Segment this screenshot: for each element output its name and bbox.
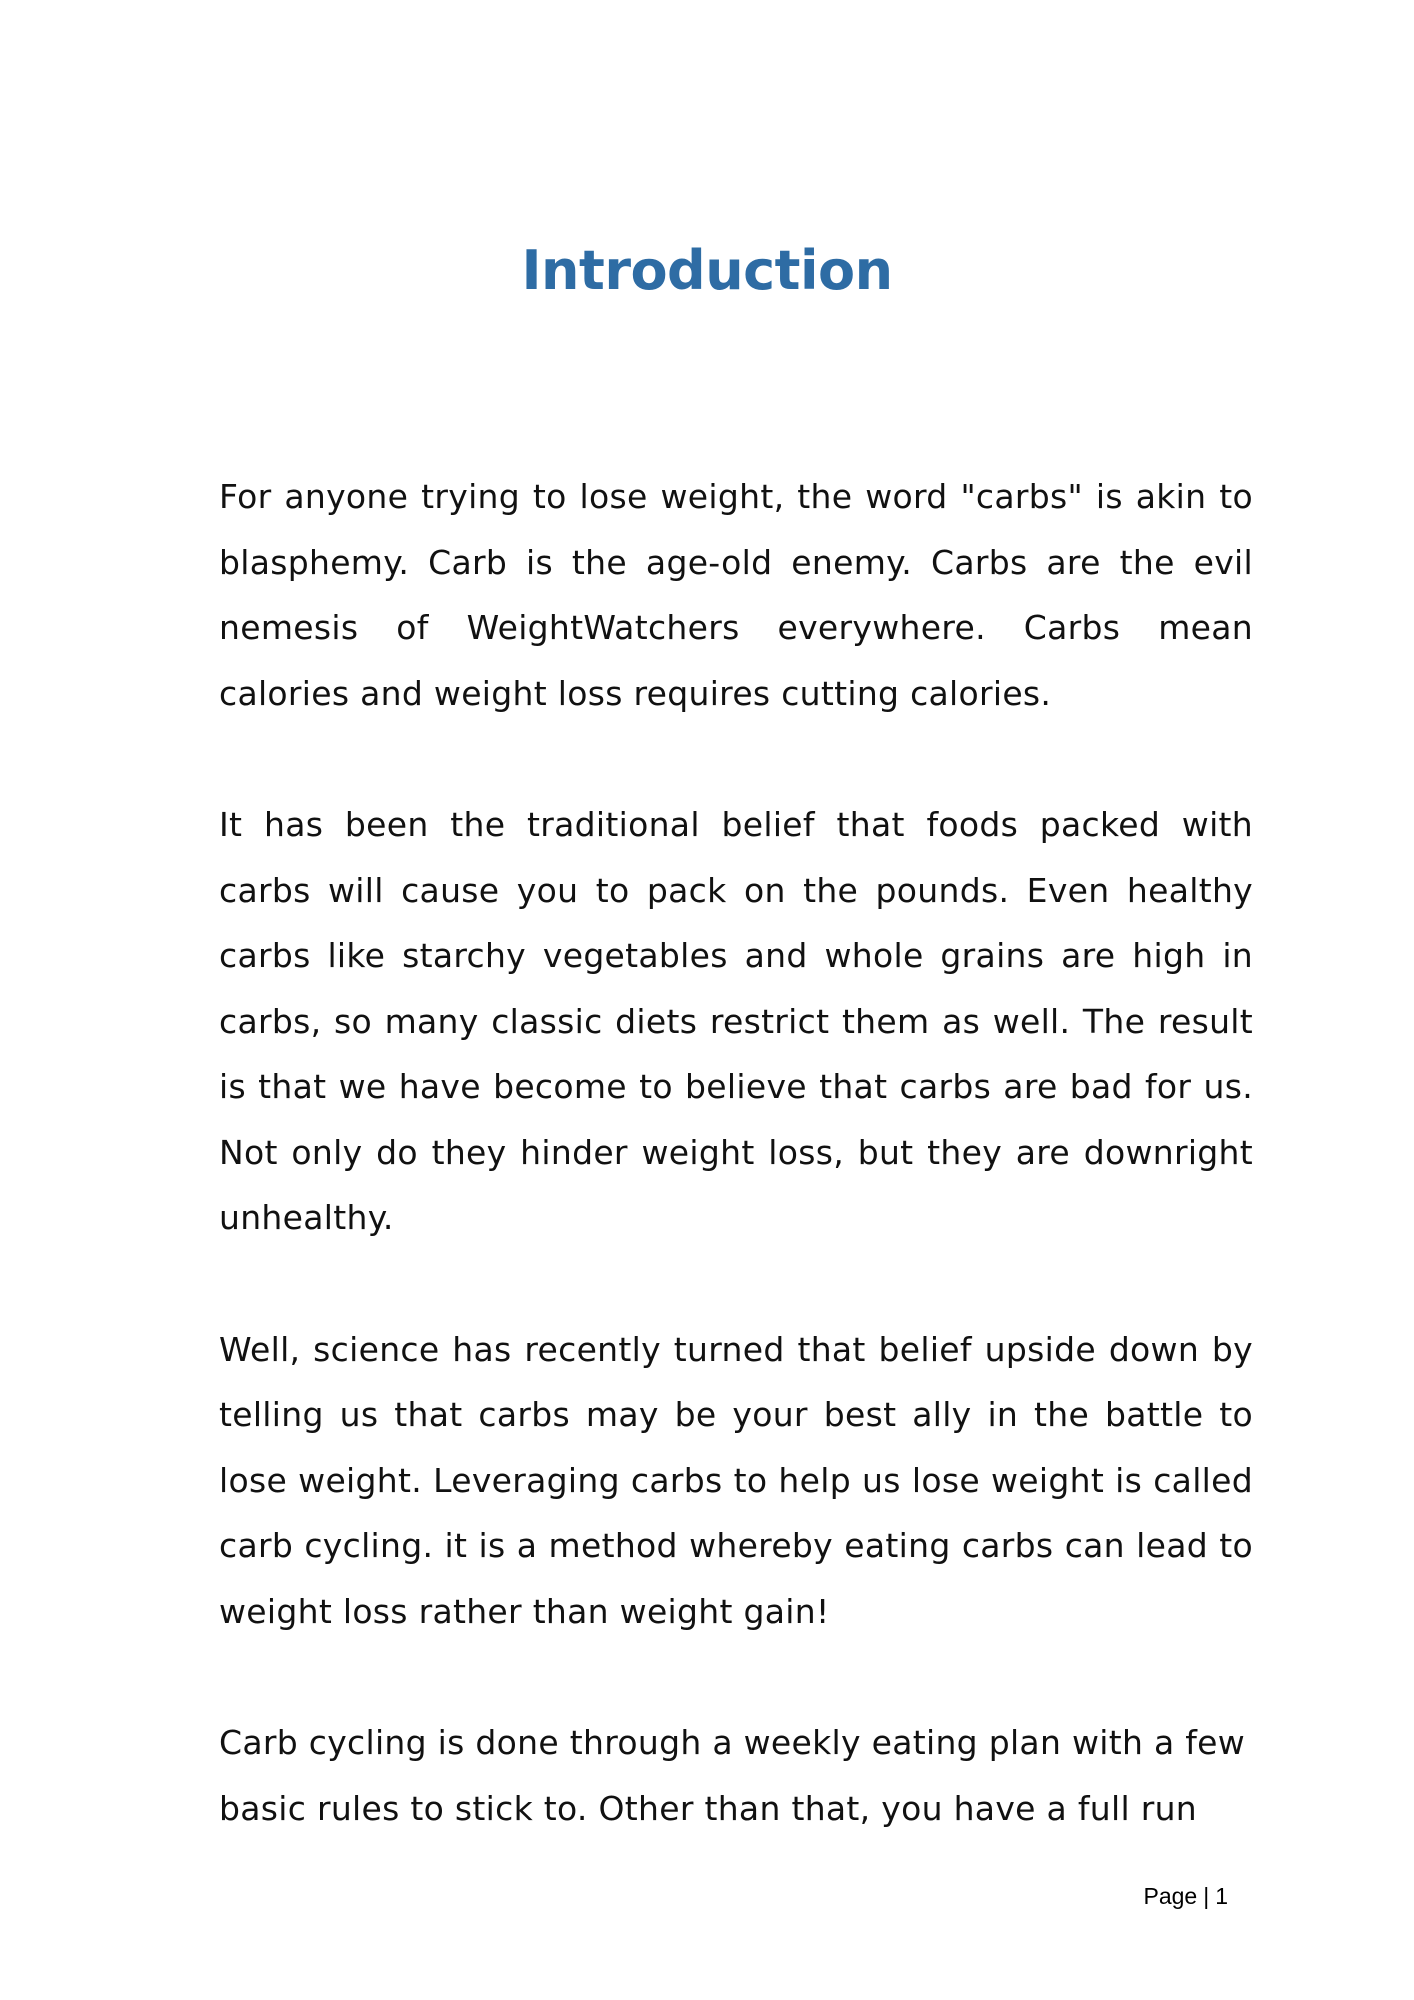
paragraph-1: For anyone trying to lose weight, the word "carbs" is akin to blasphemy. Carb is the age-old enemy. Carbs are the evil nemesis of WeightWatchers everywhere. Carbs mean calories and weight loss requires cutting calories. xyxy=(219,477,1253,713)
paragraph-3: Well, science has recently turned that belief upside down by telling us that carbs may be your best ally in the battle to lose weight. Leveraging carbs to help us lose weight is called carb cycling. it is a method whereby eating carbs can lead to weight loss rather than weight gain! xyxy=(219,1329,1253,1631)
page-footer xyxy=(1144,1883,1229,1910)
page-separator: | xyxy=(1203,1883,1210,1909)
page-number: 1 xyxy=(1215,1883,1228,1909)
body-text xyxy=(219,464,1253,1841)
page-label: Page xyxy=(1143,1883,1198,1909)
paragraph-4: Carb cycling is done through a weekly eating plan with a few basic rules to stick to. Other than that, you have a full run xyxy=(219,1723,1246,1828)
page-title: Introduction xyxy=(521,239,893,302)
paragraph-2: It has been the traditional belief that foods packed with carbs will cause you to pack on the pounds. Even healthy carbs like starchy vegetables and whole grains are high in carbs, so many classic diets restrict them as well. The result is that we have become to believe that carbs are bad for us. Not only do they hinder weight loss, but they are downright unhealthy. xyxy=(219,805,1253,1237)
